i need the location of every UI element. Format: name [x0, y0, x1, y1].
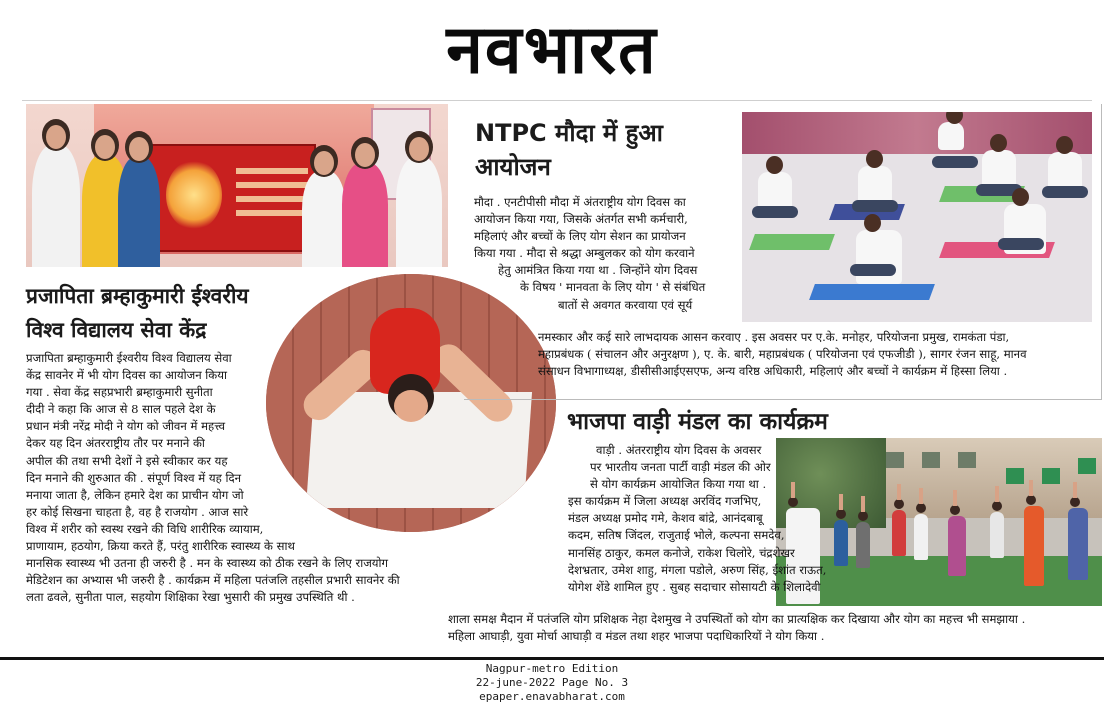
- group-photo-brahmakumari: [26, 104, 448, 267]
- body-line: महिलाएं और बच्चों के लिए योग सेशन का प्रायोजन: [474, 229, 686, 244]
- body-line: किया गया . मौदा से श्रद्धा अम्बुलकर को योग करवाने: [474, 246, 695, 261]
- body-line: प्रधान मंत्री नरेंद्र मोदी ने योग को जीवन में महत्त्व: [26, 419, 226, 434]
- edition-name: Nagpur-metro Edition: [485, 662, 619, 675]
- edition-footer: [0, 662, 1104, 704]
- top-divider: [22, 100, 1092, 101]
- body-line: दिन मनाने की शुरुआत की . संपूर्ण विश्व में यह दिन: [26, 470, 242, 485]
- ntpc-article-wide-body: [538, 329, 1027, 380]
- body-line: देकर यह दिन अंतरराष्ट्रीय तौर पर मनाने की: [26, 436, 205, 451]
- body-line: मानसिंह ठाकुर, कमल कनोजे, राकेश चिलोरे, चंद्रशेखर: [568, 545, 795, 560]
- yoga-day-banner: [146, 144, 316, 252]
- left-article-body: [26, 350, 400, 606]
- body-line: नमस्कार और कई सारे लाभदायक आसन करवाए . इस अवसर पर ए.के. मनोहर, परियोजना प्रमुख, रामकंता पंडा,: [538, 330, 1010, 344]
- body-line: लता ढवले, सुनीता पाल, सहयोग शिक्षिका रेखा भुसारी की प्रमुख उपस्थिति थी .: [26, 590, 355, 605]
- body-line: कदम, सतिष जिंदल, राजुताई भोले, कल्पना समदेव,: [568, 528, 785, 543]
- body-line: मौदा . एनटीपीसी मौदा में अंतराष्ट्रीय योग दिवस का: [474, 195, 686, 209]
- body-line: दीदी ने कहा कि आज से 8 साल पहले देश के: [26, 402, 216, 417]
- ntpc-headline: [475, 116, 735, 184]
- left-headline-line1: प्रजापिता ब्रम्हाकुमारी ईश्वरीय: [26, 284, 249, 308]
- body-line: मंडल अध्यक्ष प्रमोद गमे, केशव बांद्रे, आनंदबाबू: [568, 511, 763, 526]
- body-line: मनाया जाता है, लेकिन हमारे देश का प्राचीन योग जो: [26, 487, 244, 502]
- body-line: प्राणायाम, हठयोग, क्रिया करते हैं, परंतु शारीरिक स्वास्थ्य के साथ: [26, 539, 295, 554]
- body-line: महाप्रबंधक ( संचालन और अनुरक्षण ), ए. के. बारी, महाप्रबंधक ( परियोजना एवं एफजीडी ), सागर रंजन साहू, मानव: [538, 347, 1027, 362]
- bottom-divider: [0, 657, 1104, 660]
- body-line: वाड़ी . अंतरराष्ट्रीय योग दिवस के अवसर: [596, 443, 762, 457]
- ntpc-headline-line2: आयोजन: [475, 153, 551, 181]
- body-line: इस कार्यक्रम में जिला अध्यक्ष अरविंद गजभिए,: [568, 494, 762, 509]
- body-line: शाला समक्ष मैदान में पतंजलि योग प्रशिक्षक नेहा देशमुख ने उपस्थितों को योग का प्रात्यक्षिक कर दिखाया और योग का महत्त्व भी समझाया .: [448, 612, 1026, 626]
- body-line: आयोजन किया गया, जिसके अंतर्गत सभी कर्मचारी,: [474, 212, 688, 227]
- bjp-article-body: [568, 442, 826, 596]
- edition-website: epaper.enavabharat.com: [479, 690, 625, 703]
- body-line: हेतु आमंत्रित किया गया था . जिन्होंने योग दिवस: [498, 263, 698, 278]
- body-line: प्रजापिता ब्रम्हाकुमारी ईश्वरीय विश्व विद्यालय सेवा: [26, 351, 232, 365]
- body-line: से योग कार्यक्रम आयोजित किया गया था .: [590, 477, 767, 492]
- body-line: हर कोई सिखना चाहता है, वह है राजयोग . आज सारे: [26, 504, 249, 519]
- body-line: के विषय ' मानवता के लिए योग ' से संबंधित: [520, 280, 706, 295]
- body-line: मेडिटेशन का अभ्यास भी जरुरी है . कार्यक्रम में महिला पतंजलि तहसील प्रभारी सावनेर की: [26, 573, 400, 588]
- body-line: देशभ्रतार, उमेश शाहु, मंगला पडोले, अरुण सिंह, ईशांत राऊत,: [568, 562, 827, 577]
- body-line: विश्व में शरीर को स्वस्थ रखने की विधि शारीरिक व्यायाम,: [26, 521, 264, 536]
- body-line: बातों से अवगत करवाया एवं सूर्य: [558, 297, 693, 312]
- body-line: अपील की तथा सभी देशों ने इसे स्वीकार कर यह: [26, 453, 228, 468]
- bjp-headline: भाजपा वाड़ी मंडल का कार्यक्रम: [567, 409, 828, 435]
- masthead-logo: नवभारत: [446, 10, 658, 89]
- body-line: योगेश शेंडे शामिल हुए . सुबह सदाचार सोसायटी के शिलादेवी: [568, 579, 821, 594]
- body-line: पर भारतीय जनता पार्टी वाड़ी मंडल की ओर: [590, 460, 771, 475]
- body-line: केंद्र सावनेर में भी योग दिवस का आयोजन किया: [26, 368, 227, 383]
- left-headline-line2: विश्व विद्यालय सेवा केंद्र: [26, 318, 207, 342]
- body-line: गया . सेवा केंद्र सहप्रभारी ब्रम्हाकुमारी सुनीता: [26, 385, 213, 400]
- body-line: मानसिक स्वास्थ्य भी उतना ही जरुरी है . मन के स्वास्थ्य को ठीक रखने के लिए राजयोग: [26, 556, 389, 571]
- ntpc-article-body: [474, 194, 705, 314]
- bjp-article-wide-body: [448, 611, 1025, 645]
- body-line: महिला आघाड़ी, युवा मोर्चा आघाड़ी व मंडल तथा शहर भाजपा पदाधिकारियों ने योग किया .: [448, 629, 825, 644]
- ntpc-yoga-photo: [742, 112, 1092, 322]
- edition-date-page: 22-june-2022 Page No. 3: [475, 676, 629, 689]
- ntpc-headline-line1: NTPC मौदा में हुआ: [475, 119, 663, 147]
- body-line: संसाधन विभागाध्यक्ष, डीसीसीआईएसएफ, अन्य वरिष्ठ अधिकारी, महिलाएं और बच्चों ने कार्यक्रम में हिस्सा लिया .: [538, 364, 1008, 379]
